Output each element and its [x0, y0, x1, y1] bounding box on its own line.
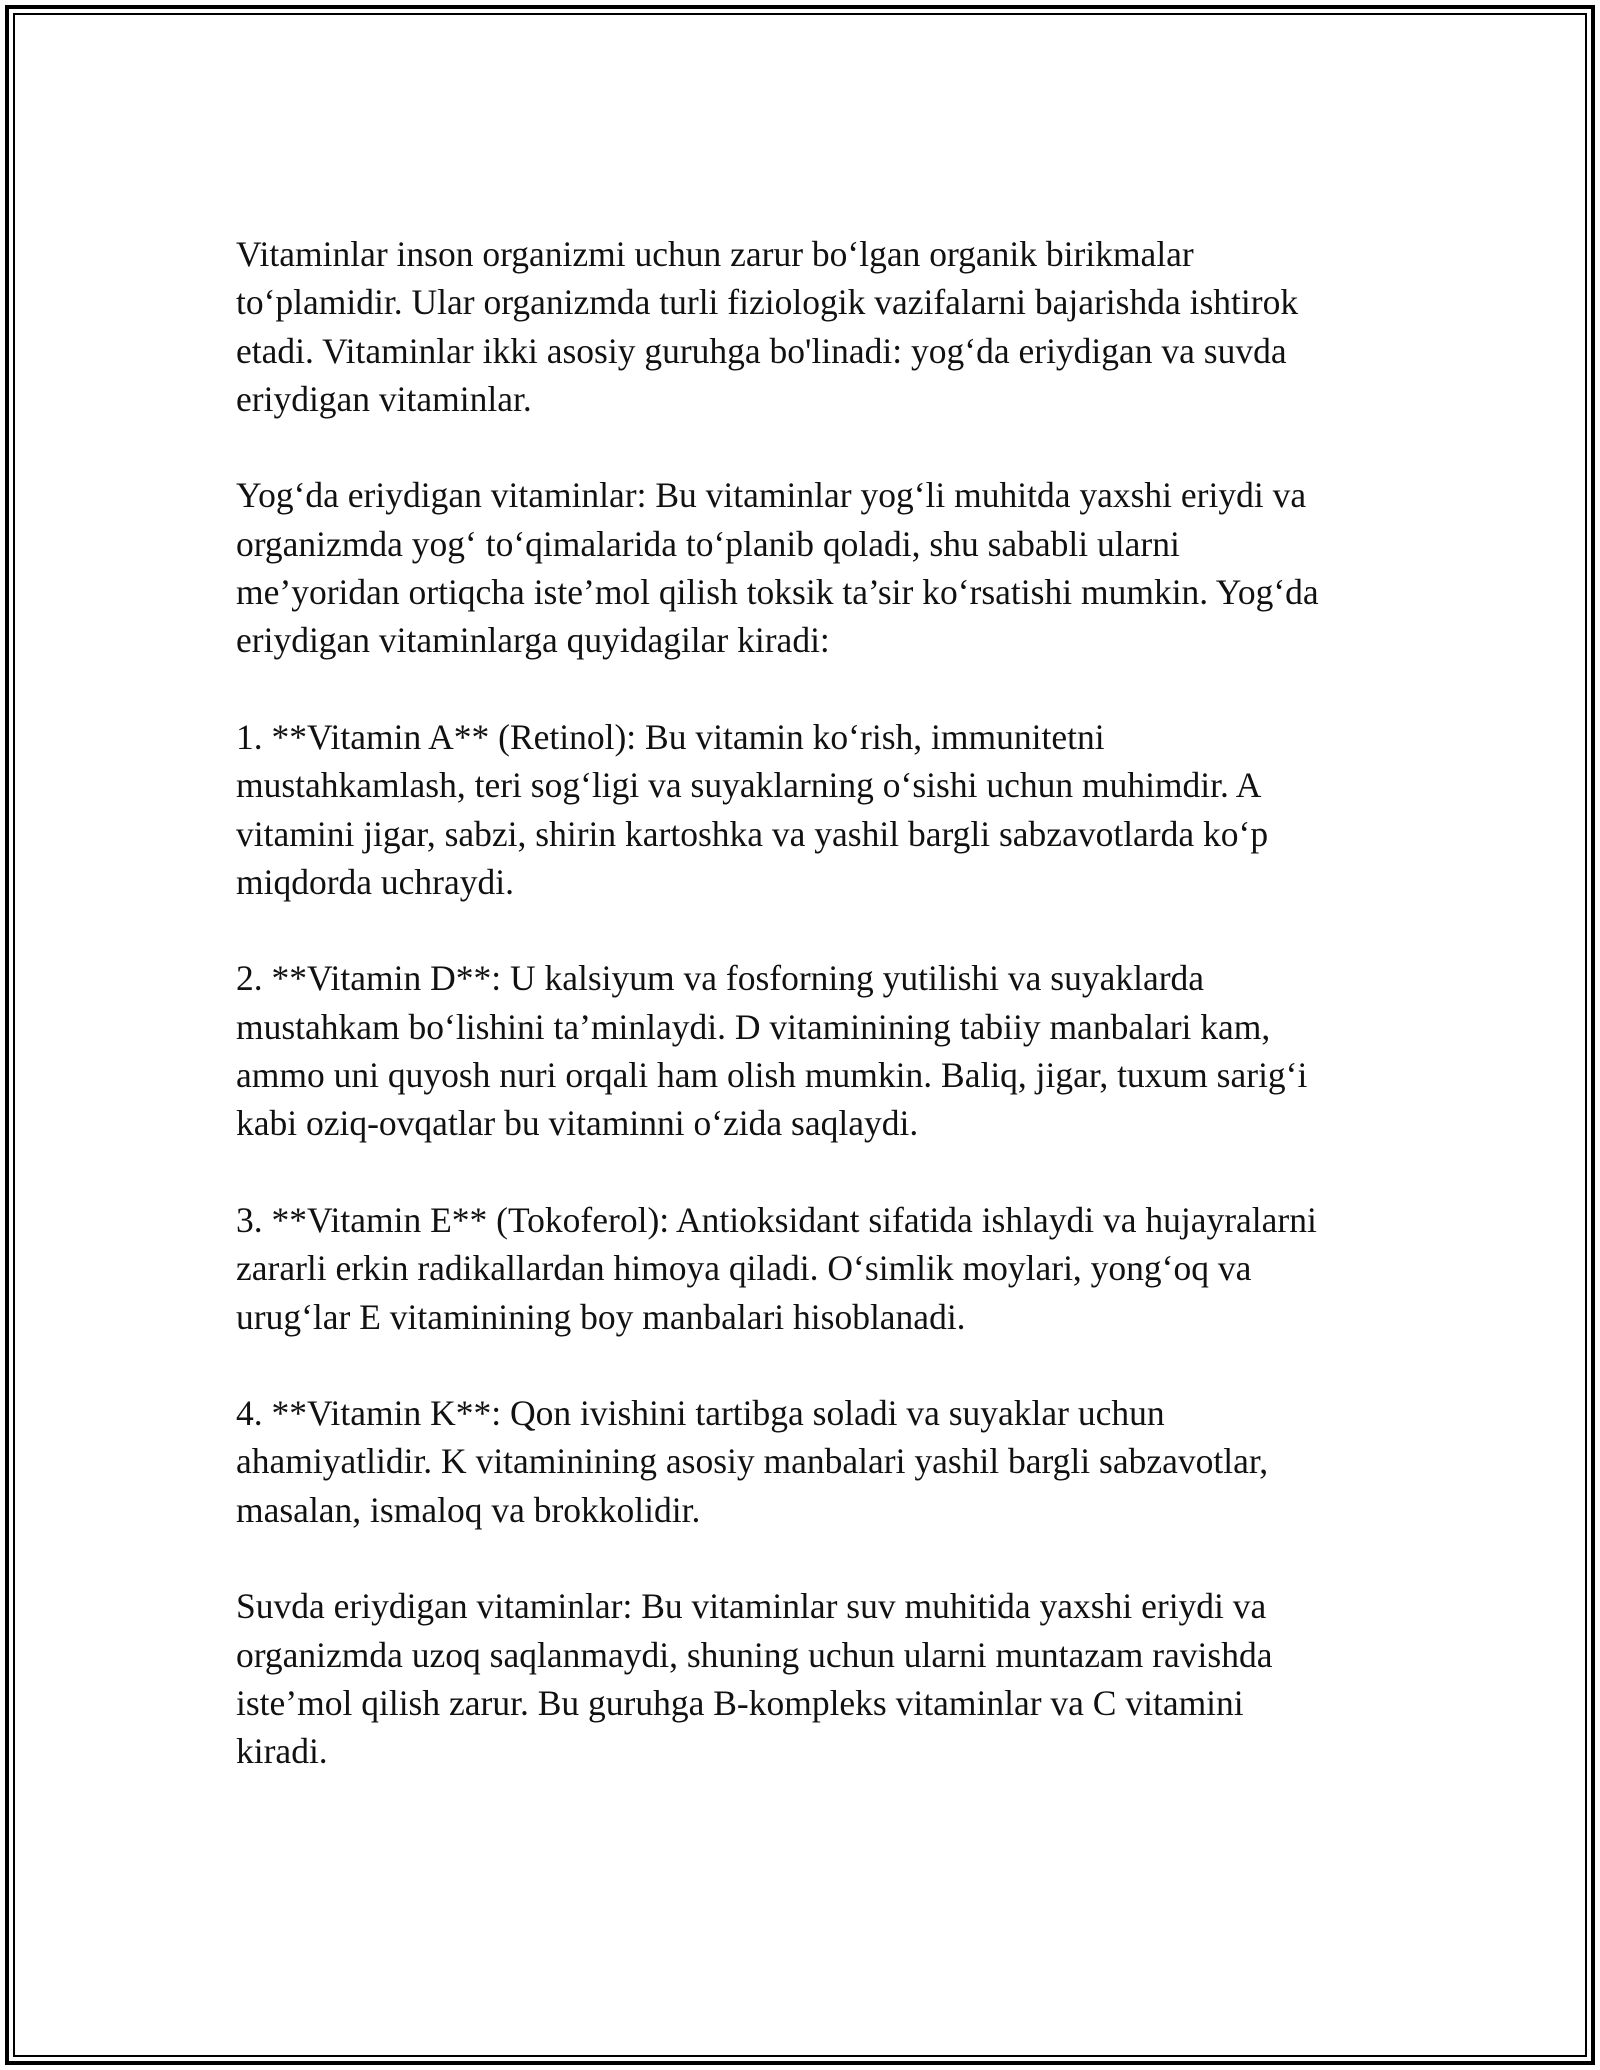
- paragraph-water-soluble: Suvda eriydigan vitaminlar: Bu vitaminlar suv muhitida yaxshi eriydi va organizmda uzoq saqlanmaydi, shuning uchun ularni muntazam ravishda iste’mol qilish zarur. Bu guruhga B-kompleks vitaminlar va C vitamini kiradi.: [236, 1586, 1273, 1772]
- paragraph-vitamin-d: 2. **Vitamin D**: U kalsiyum va fosforning yutilishi va suyaklarda mustahkam bo‘lishini ta’minlaydi. D vitaminining tabiiy manbalari kam, ammo uni quyosh nuri orqali ham olish mumkin. Baliq, jigar, tuxum sarig‘i kabi oziq-ovqatlar bu vitaminni o‘zida saqlaydi.: [236, 958, 1308, 1144]
- paragraph-vitamin-e: 3. **Vitamin E** (Tokoferol): Antioksidant sifatida ishlaydi va hujayralarni zararli erkin radikallardan himoya qiladi. O‘simlik moylari, yong‘oq va urug‘lar E vitaminining boy manbalari hisoblanadi.: [236, 1199, 1317, 1337]
- paragraph-fat-soluble: Yog‘da eriydigan vitaminlar: Bu vitaminlar yog‘li muhitda yaxshi eriydi va organizmda yog‘ to‘qimalarida to‘planib qoladi, shu sababli ularni me’yoridan ortiqcha iste’mol qilish toksik ta’sir ko‘rsatishi mumkin. Yog‘da eriydigan vitaminlarga quyidagilar kiradi:: [236, 475, 1319, 661]
- paragraph-intro: Vitaminlar inson organizmi uchun zarur bo‘lgan organik birikmalar to‘plamidir. Ular organizmda turli fiziologik vazifalarni bajarishda ishtirok etadi. Vitaminlar ikki asosiy guruhga bo'linadi: yog‘da eriydigan va suvda eriydigan vitaminlar.: [236, 234, 1299, 419]
- document-body: [236, 230, 1371, 1776]
- paragraph-vitamin-a: 1. **Vitamin A** (Retinol): Bu vitamin ko‘rish, immunitetni mustahkamlash, teri sog‘ligi va suyaklarning o‘sishi uchun muhimdir. A vitamini jigar, sabzi, shirin kartoshka va yashil bargli sabzavotlarda ko‘p miqdorda uchraydi.: [236, 716, 1269, 902]
- paragraph-vitamin-k: 4. **Vitamin K**: Qon ivishini tartibga soladi va suyaklar uchun ahamiyatlidir. K vitaminining asosiy manbalari yashil bargli sabzavotlar, masalan, ismaloq va brokkolidir.: [236, 1393, 1269, 1530]
